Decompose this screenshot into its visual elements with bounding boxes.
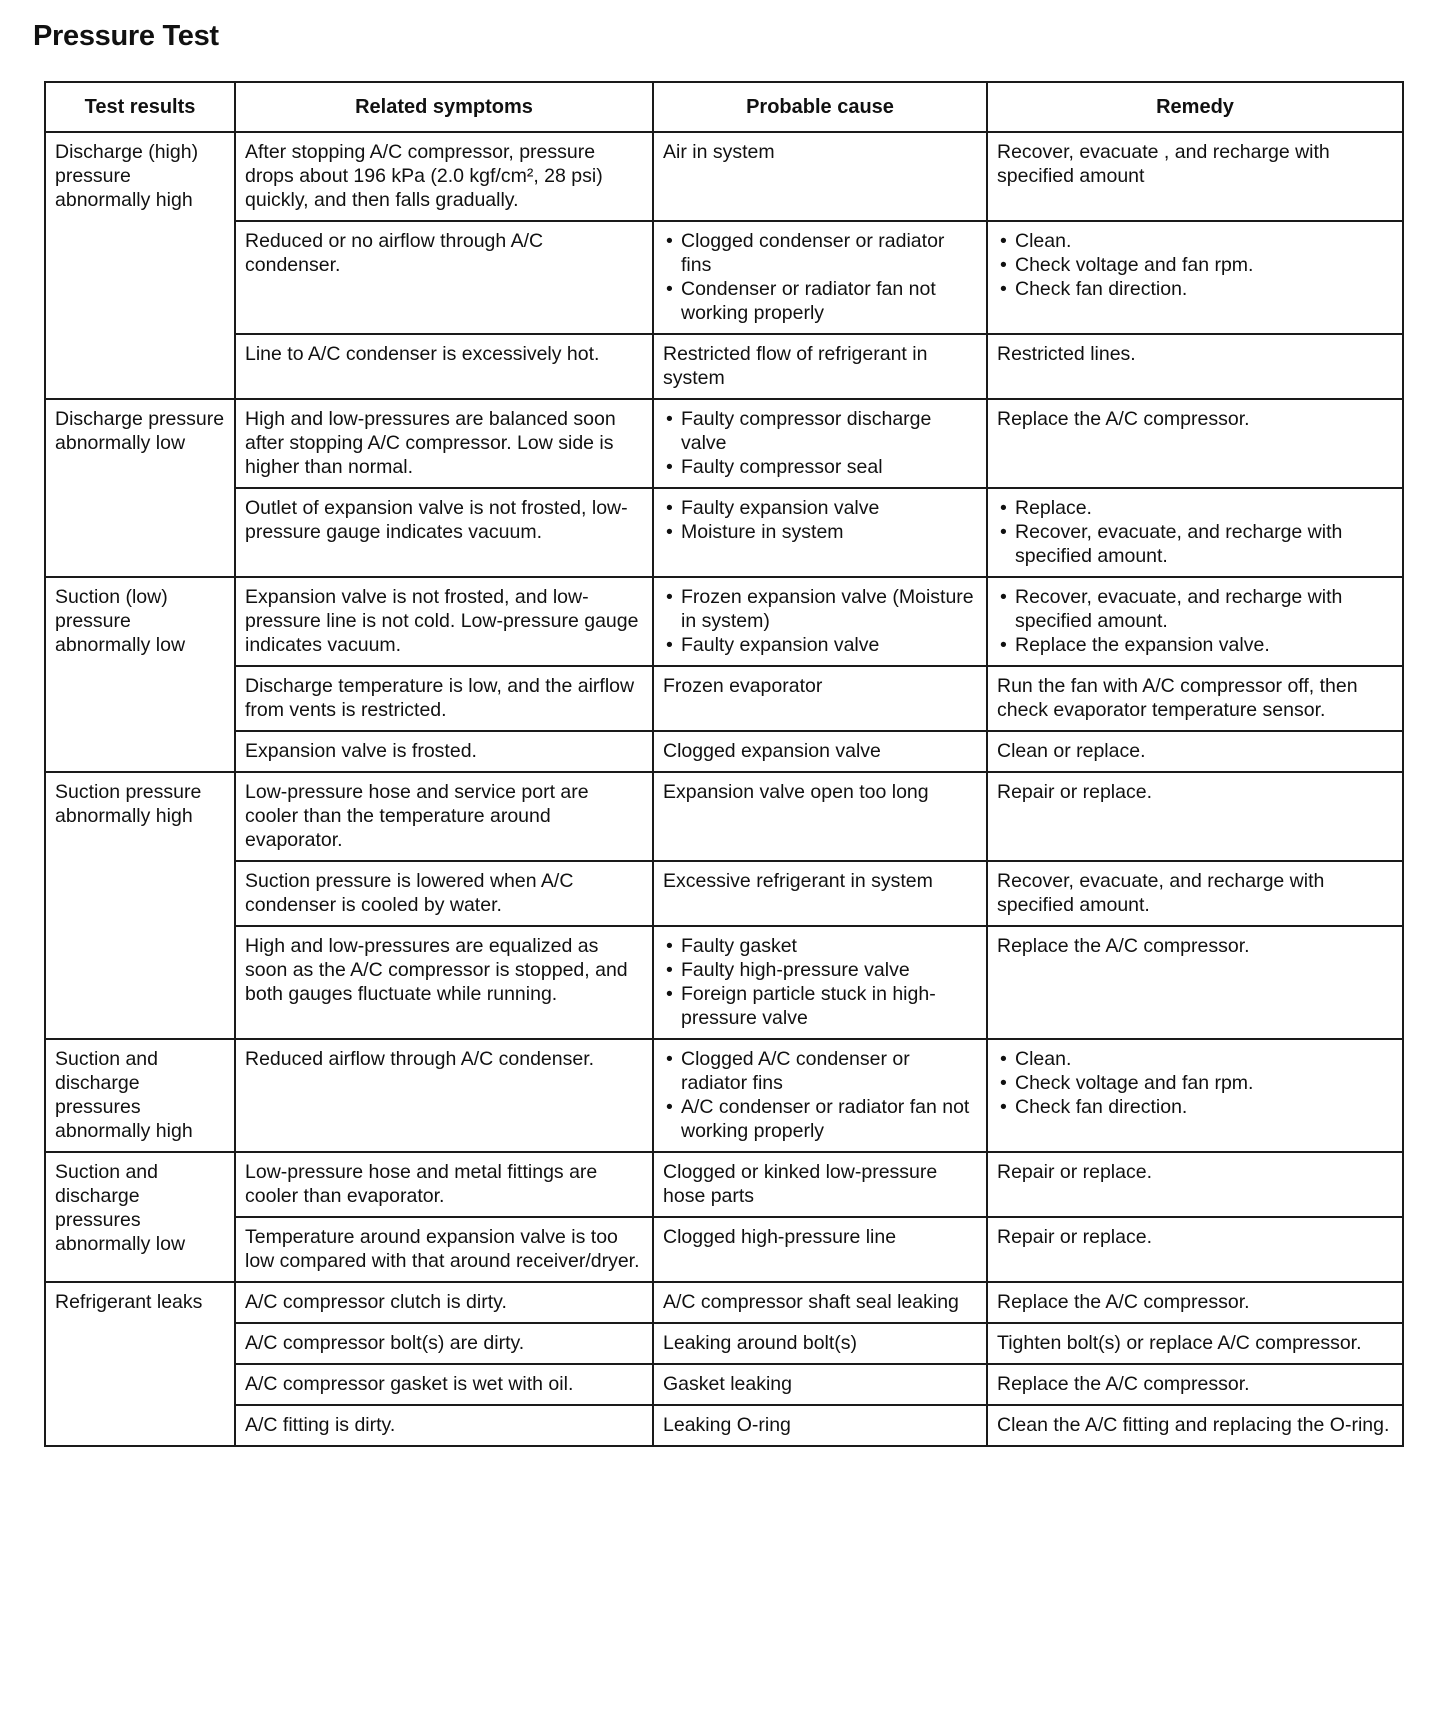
test-result-cell: Refrigerant leaks: [45, 1282, 235, 1446]
bullet-item: • A/C condenser or radiator fan not working properly: [663, 1095, 977, 1143]
bullet-item: • Faulty compressor discharge valve: [663, 407, 977, 455]
symptom-cell: After stopping A/C compressor, pressure drops about 196 kPa (2.0 kgf/cm², 28 psi) quickly, and then falls gradually.: [235, 132, 653, 221]
remedy-cell-text: Clean the A/C fitting and replacing the O-ring.: [997, 1414, 1390, 1436]
cause-cell-text: Gasket leaking: [663, 1373, 792, 1395]
table-row: [45, 666, 1403, 731]
test-result-cell: Suction and discharge pressures abnormally low: [45, 1152, 235, 1282]
test-result-cell: Discharge pressure abnormally low: [45, 399, 235, 577]
cause-cell-text: Leaking O-ring: [663, 1414, 791, 1436]
bullet-item: • Moisture in system: [663, 520, 977, 544]
symptom-cell: Low-pressure hose and metal fittings are cooler than evaporator.: [235, 1152, 653, 1217]
cause-cell: [653, 221, 987, 334]
symptom-cell: Reduced or no airflow through A/C condenser.: [235, 221, 653, 334]
remedy-cell-text: Restricted lines.: [997, 343, 1136, 365]
remedy-cell: [987, 1323, 1403, 1364]
symptom-cell: Temperature around expansion valve is too low compared with that around receiver/dryer.: [235, 1217, 653, 1282]
bullet-item: • Check fan direction.: [997, 1095, 1393, 1119]
table-row: [45, 1152, 1403, 1217]
remedy-cell-list: [997, 585, 1393, 657]
bullet-item: • Clogged A/C condenser or radiator fins: [663, 1047, 977, 1095]
cause-cell: [653, 1282, 987, 1323]
remedy-cell: [987, 926, 1403, 1039]
remedy-cell-text: Repair or replace.: [997, 1226, 1152, 1248]
cause-cell: [653, 132, 987, 221]
bullet-item: • Check voltage and fan rpm.: [997, 253, 1393, 277]
cause-cell-list: [663, 585, 977, 657]
cause-cell: [653, 399, 987, 488]
cause-cell-text: Clogged expansion valve: [663, 740, 881, 762]
cause-cell: [653, 1217, 987, 1282]
bullet-item: • Check voltage and fan rpm.: [997, 1071, 1393, 1095]
symptom-cell: Suction pressure is lowered when A/C condenser is cooled by water.: [235, 861, 653, 926]
remedy-cell-list: [997, 1047, 1393, 1119]
bullet-item: • Condenser or radiator fan not working properly: [663, 277, 977, 325]
cause-cell-list: [663, 934, 977, 1030]
bullet-item: • Replace the expansion valve.: [997, 633, 1393, 657]
symptom-cell: Discharge temperature is low, and the airflow from vents is restricted.: [235, 666, 653, 731]
table-row: [45, 772, 1403, 861]
table-row: [45, 1405, 1403, 1446]
cause-cell-text: Restricted flow of refrigerant in system: [663, 343, 928, 389]
symptom-cell: A/C compressor bolt(s) are dirty.: [235, 1323, 653, 1364]
table-row: [45, 1039, 1403, 1152]
remedy-cell: [987, 1364, 1403, 1405]
table-body: [45, 132, 1403, 1446]
symptom-cell: High and low-pressures are balanced soon after stopping A/C compressor. Low side is higher than normal.: [235, 399, 653, 488]
bullet-item: • Recover, evacuate, and recharge with specified amount.: [997, 585, 1393, 633]
table-header-row: [45, 82, 1403, 132]
remedy-cell-list: [997, 496, 1393, 568]
cause-cell-text: A/C compressor shaft seal leaking: [663, 1291, 959, 1313]
bullet-item: • Frozen expansion valve (Moisture in system): [663, 585, 977, 633]
bullet-item: • Recover, evacuate, and recharge with specified amount.: [997, 520, 1393, 568]
cause-cell: [653, 488, 987, 577]
symptom-cell: Expansion valve is not frosted, and low-pressure line is not cold. Low-pressure gauge indicates vacuum.: [235, 577, 653, 666]
cause-cell-text: Expansion valve open too long: [663, 781, 929, 803]
cause-cell-list: [663, 1047, 977, 1143]
symptom-cell: High and low-pressures are equalized as soon as the A/C compressor is stopped, and both gauges fluctuate while running.: [235, 926, 653, 1039]
pressure-test-table: [44, 81, 1404, 1447]
bullet-item: • Clogged condenser or radiator fins: [663, 229, 977, 277]
remedy-cell: [987, 221, 1403, 334]
table-row: [45, 399, 1403, 488]
cause-cell-text: Clogged high-pressure line: [663, 1226, 897, 1248]
remedy-cell: [987, 488, 1403, 577]
remedy-cell-text: Replace the A/C compressor.: [997, 935, 1250, 957]
bullet-item: • Faulty compressor seal: [663, 455, 977, 479]
symptom-cell: Line to A/C condenser is excessively hot.: [235, 334, 653, 399]
remedy-cell: [987, 334, 1403, 399]
remedy-cell: [987, 1405, 1403, 1446]
remedy-cell-text: Clean or replace.: [997, 740, 1146, 762]
cause-cell: [653, 666, 987, 731]
remedy-cell: [987, 577, 1403, 666]
cause-cell: [653, 1152, 987, 1217]
remedy-cell-text: Repair or replace.: [997, 1161, 1152, 1183]
bullet-item: • Clean.: [997, 229, 1393, 253]
cause-cell-list: [663, 407, 977, 479]
table-row: [45, 221, 1403, 334]
cause-cell-text: Air in system: [663, 141, 775, 163]
symptom-cell: A/C compressor clutch is dirty.: [235, 1282, 653, 1323]
table-row: [45, 334, 1403, 399]
symptom-cell: A/C compressor gasket is wet with oil.: [235, 1364, 653, 1405]
remedy-cell: [987, 861, 1403, 926]
cause-cell-list: [663, 496, 977, 544]
bullet-item: • Replace.: [997, 496, 1393, 520]
remedy-cell-list: [997, 229, 1393, 301]
bullet-item: • Foreign particle stuck in high-pressure valve: [663, 982, 977, 1030]
remedy-cell: [987, 1152, 1403, 1217]
table-row: [45, 132, 1403, 221]
cause-cell: [653, 731, 987, 772]
table-row: [45, 577, 1403, 666]
header-probable-cause: Probable cause: [653, 82, 987, 132]
cause-cell-text: Leaking around bolt(s): [663, 1332, 858, 1354]
table-row: [45, 926, 1403, 1039]
remedy-cell-text: Replace the A/C compressor.: [997, 1291, 1250, 1313]
cause-cell: [653, 1364, 987, 1405]
page-title: Pressure Test: [33, 20, 219, 52]
test-result-cell: Suction pressure abnormally high: [45, 772, 235, 1039]
remedy-cell-text: Recover, evacuate, and recharge with specified amount.: [997, 870, 1325, 916]
remedy-cell: [987, 1217, 1403, 1282]
cause-cell-text: Frozen evaporator: [663, 675, 823, 697]
cause-cell: [653, 334, 987, 399]
bullet-item: • Faulty expansion valve: [663, 633, 977, 657]
bullet-item: • Faulty gasket: [663, 934, 977, 958]
cause-cell-text: Excessive refrigerant in system: [663, 870, 933, 892]
bullet-item: • Clean.: [997, 1047, 1393, 1071]
symptom-cell: Low-pressure hose and service port are cooler than the temperature around evaporator.: [235, 772, 653, 861]
cause-cell: [653, 926, 987, 1039]
cause-cell-text: Clogged or kinked low-pressure hose parts: [663, 1161, 938, 1207]
remedy-cell-text: Replace the A/C compressor.: [997, 408, 1250, 430]
table-row: [45, 1282, 1403, 1323]
remedy-cell: [987, 1039, 1403, 1152]
bullet-item: • Check fan direction.: [997, 277, 1393, 301]
remedy-cell-text: Repair or replace.: [997, 781, 1152, 803]
cause-cell: [653, 772, 987, 861]
symptom-cell: Outlet of expansion valve is not frosted, low-pressure gauge indicates vacuum.: [235, 488, 653, 577]
table-row: [45, 1364, 1403, 1405]
symptom-cell: A/C fitting is dirty.: [235, 1405, 653, 1446]
header-related-symptoms: Related symptoms: [235, 82, 653, 132]
symptom-cell: Reduced airflow through A/C condenser.: [235, 1039, 653, 1152]
remedy-cell-text: Run the fan with A/C compressor off, then check evaporator temperature sensor.: [997, 675, 1358, 721]
table-row: [45, 1323, 1403, 1364]
remedy-cell: [987, 1282, 1403, 1323]
remedy-cell-text: Recover, evacuate , and recharge with specified amount: [997, 141, 1330, 187]
table-row: [45, 731, 1403, 772]
cause-cell: [653, 577, 987, 666]
cause-cell: [653, 1405, 987, 1446]
cause-cell: [653, 1323, 987, 1364]
table-row: [45, 488, 1403, 577]
remedy-cell-text: Replace the A/C compressor.: [997, 1373, 1250, 1395]
bullet-item: • Faulty high-pressure valve: [663, 958, 977, 982]
test-result-cell: Discharge (high) pressure abnormally high: [45, 132, 235, 399]
cause-cell: [653, 1039, 987, 1152]
table-row: [45, 1217, 1403, 1282]
table-row: [45, 861, 1403, 926]
bullet-item: • Faulty expansion valve: [663, 496, 977, 520]
header-remedy: Remedy: [987, 82, 1403, 132]
remedy-cell: [987, 772, 1403, 861]
remedy-cell: [987, 399, 1403, 488]
header-test-results: Test results: [45, 82, 235, 132]
symptom-cell: Expansion valve is frosted.: [235, 731, 653, 772]
test-result-cell: Suction (low) pressure abnormally low: [45, 577, 235, 772]
cause-cell: [653, 861, 987, 926]
remedy-cell: [987, 132, 1403, 221]
test-result-cell: Suction and discharge pressures abnormally high: [45, 1039, 235, 1152]
remedy-cell-text: Tighten bolt(s) or replace A/C compressor.: [997, 1332, 1362, 1354]
remedy-cell: [987, 731, 1403, 772]
cause-cell-list: [663, 229, 977, 325]
remedy-cell: [987, 666, 1403, 731]
